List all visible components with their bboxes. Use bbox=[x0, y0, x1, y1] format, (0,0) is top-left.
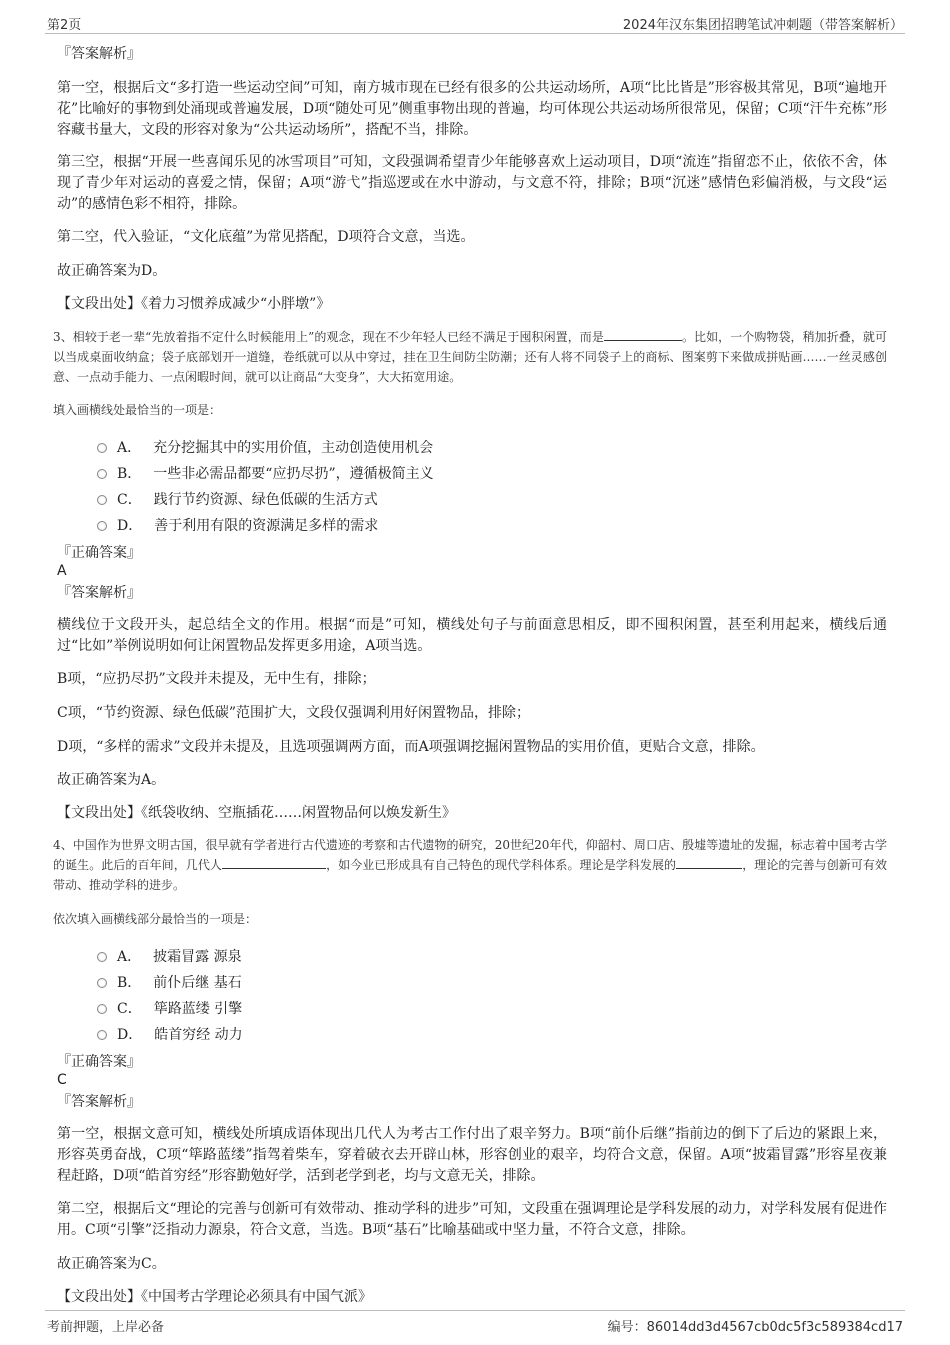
document-code: 编号：86014dd3d4567cb0dc5f3c589384cd17 bbox=[607, 1320, 903, 1335]
question-text: 。比如，一个购物袋，稍加折叠，就可以当成桌面收纳盒；袋子底部划开一道缝，卷纸就可以从中穿过，挂在卫生间防尘防潮；还有人将不同袋子上的商标、图案剪下来做成拼贴画……一丝灵感创意、一点动手能力、一点闲暇时间，就可以让商品“大变身”，大大拓宽用途。 bbox=[53, 330, 887, 384]
option-d[interactable]: D． 善于利用有限的资源满足多样的需求 bbox=[97, 513, 887, 539]
page-header bbox=[45, 10, 905, 34]
fill-blank bbox=[676, 855, 742, 869]
radio-icon[interactable] bbox=[97, 1030, 107, 1040]
radio-icon[interactable] bbox=[97, 1004, 107, 1014]
radio-icon[interactable] bbox=[97, 952, 107, 962]
analysis-paragraph: 第二空，代入验证，“文化底蕴”为常见搭配，D项符合文意，当选。 bbox=[57, 229, 475, 245]
radio-icon[interactable] bbox=[97, 443, 107, 453]
option-a[interactable]: A． 充分挖掘其中的实用价值，主动创造使用机会 bbox=[97, 435, 887, 461]
question-prompt: 依次填入画横线部分最恰当的一项是： bbox=[53, 912, 258, 926]
analysis-tag: 『答案解析』 bbox=[57, 1094, 141, 1110]
option-b[interactable]: B． 前仆后继 基石 bbox=[97, 970, 887, 996]
option-b[interactable]: B． 一些非必需品都要“应扔尽扔”，遵循极简主义 bbox=[97, 461, 887, 487]
question-text: 3、相较于老一辈“先放着指不定什么时候能用上”的观念，现在不少年轻人已经不满足于囤积闲置，而是 bbox=[53, 330, 604, 344]
fill-blank bbox=[604, 327, 682, 341]
analysis-paragraph: C项，“节约资源、绿色低碳”范围扩大，文段仅强调利用好闲置物品，排除； bbox=[57, 705, 531, 721]
radio-icon[interactable] bbox=[97, 495, 107, 505]
correct-answer: A bbox=[57, 563, 67, 579]
analysis-paragraph: B项，“应扔尽扔”文段并未提及，无中生有，排除； bbox=[57, 671, 376, 687]
answer-conclusion: 故正确答案为A。 bbox=[57, 772, 166, 788]
question-4 bbox=[53, 835, 887, 895]
source-citation: 【文段出处】《着力习惯养成减少“小胖墩”》 bbox=[57, 296, 331, 312]
option-d[interactable]: D． 皓首穷经 动力 bbox=[97, 1022, 887, 1048]
answer-conclusion: 故正确答案为C。 bbox=[57, 1256, 166, 1272]
question-prompt: 填入画横线处最恰当的一项是： bbox=[53, 403, 222, 417]
radio-icon[interactable] bbox=[97, 521, 107, 531]
analysis-tag: 『答案解析』 bbox=[57, 585, 141, 601]
option-c[interactable]: C． 践行节约资源、绿色低碳的生活方式 bbox=[97, 487, 887, 513]
question-3 bbox=[53, 327, 887, 387]
option-c[interactable]: C． 筚路蓝缕 引擎 bbox=[97, 996, 887, 1022]
analysis-tag: 『答案解析』 bbox=[57, 46, 141, 62]
options-list bbox=[97, 944, 887, 1048]
option-a[interactable]: A． 披霜冒露 源泉 bbox=[97, 944, 887, 970]
radio-icon[interactable] bbox=[97, 978, 107, 988]
document-content bbox=[53, 44, 887, 1308]
document-title: 2024年汉东集团招聘笔试冲刺题（带答案解析） bbox=[622, 18, 903, 33]
analysis-paragraph: 第一空，根据后文“多打造一些运动空间”可知，南方城市现在已经有很多的公共运动场所，A项“比比皆是”形容极其常见，B项“遍地开花”比喻好的事物到处涌现或普遍发展，D项“随处可见”侧重事物出现的普遍，均可体现公共运动场所很常见，保留；C项“汗牛充栋”形容藏书量大，文段的形容对象为“公共运动场所”，搭配不当，排除。 bbox=[57, 80, 887, 138]
analysis-paragraph: 第三空，根据“开展一些喜闻乐见的冰雪项目”可知，文段强调希望青少年能够喜欢上运动项目，D项“流连”指留恋不止，依依不舍，体现了青少年对运动的喜爱之情，保留；A项“游弋”指巡逻或在水中游动，与文意不符，排除；B项“沉迷”感情色彩偏消极，与文段“运动”的感情色彩不相符，排除。 bbox=[57, 154, 887, 212]
correct-answer-tag: 『正确答案』 bbox=[57, 1054, 141, 1070]
source-citation: 【文段出处】《纸袋收纳、空瓶插花……闲置物品何以焕发新生》 bbox=[57, 805, 456, 821]
page-footer bbox=[45, 1310, 905, 1336]
options-list bbox=[97, 435, 887, 539]
analysis-paragraph: 横线位于文段开头，起总结全文的作用。根据“而是”可知，横线处句子与前面意思相反，即不囤积闲置，甚至利用起来，横线后通过“比如”举例说明如何让闲置物品发挥更多用途，A项当选。 bbox=[57, 617, 887, 654]
question-text: ，如今业已形成具有自己特色的现代学科体系。理论是学科发展的 bbox=[326, 858, 677, 872]
correct-answer: C bbox=[57, 1072, 67, 1088]
question-text: ，理论的完善与创新可有效带动、推动学科的进步。 bbox=[53, 858, 887, 892]
analysis-paragraph: 第一空，根据文意可知，横线处所填成语体现出几代人为考古工作付出了艰辛努力。B项“前仆后继”指前边的倒下了后边的紧跟上来，形容英勇奋战，C项“筚路蓝缕”指驾着柴车，穿着破衣去开辟山林，形容创业的艰辛，均符合文意，保留。A项“披霜冒露”形容星夜兼程赶路，D项“皓首穷经”形容勤勉好学，活到老学到老，均与文意无关，排除。 bbox=[57, 1126, 887, 1184]
source-citation: 【文段出处】《中国考古学理论必须具有中国气派》 bbox=[57, 1289, 372, 1305]
page-number: 第2页 bbox=[47, 18, 82, 33]
footer-slogan: 考前押题，上岸必备 bbox=[47, 1320, 165, 1335]
analysis-paragraph: D项，“多样的需求”文段并未提及，且选项强调两方面，而A项强调挖掘闲置物品的实用价值，更贴合文意，排除。 bbox=[57, 739, 765, 755]
fill-blank bbox=[222, 855, 326, 869]
question-text: 4、中国作为世界文明古国，很早就有学者进行古代遗迹的考察和古代遗物的研究，20世纪20年代，仰韶村、周口店、殷墟等遗址的发掘，标志着中国考古学的诞生。此后的百年间，几代人 bbox=[53, 838, 887, 872]
answer-conclusion: 故正确答案为D。 bbox=[57, 263, 167, 279]
radio-icon[interactable] bbox=[97, 469, 107, 479]
analysis-paragraph: 第二空，根据后文“理论的完善与创新可有效带动、推动学科的进步”可知，文段重在强调理论是学科发展的动力，对学科发展有促进作用。C项“引擎”泛指动力源泉，符合文意，当选。B项“基石”比喻基础或中坚力量，不符合文意，排除。 bbox=[57, 1201, 887, 1238]
correct-answer-tag: 『正确答案』 bbox=[57, 545, 141, 561]
